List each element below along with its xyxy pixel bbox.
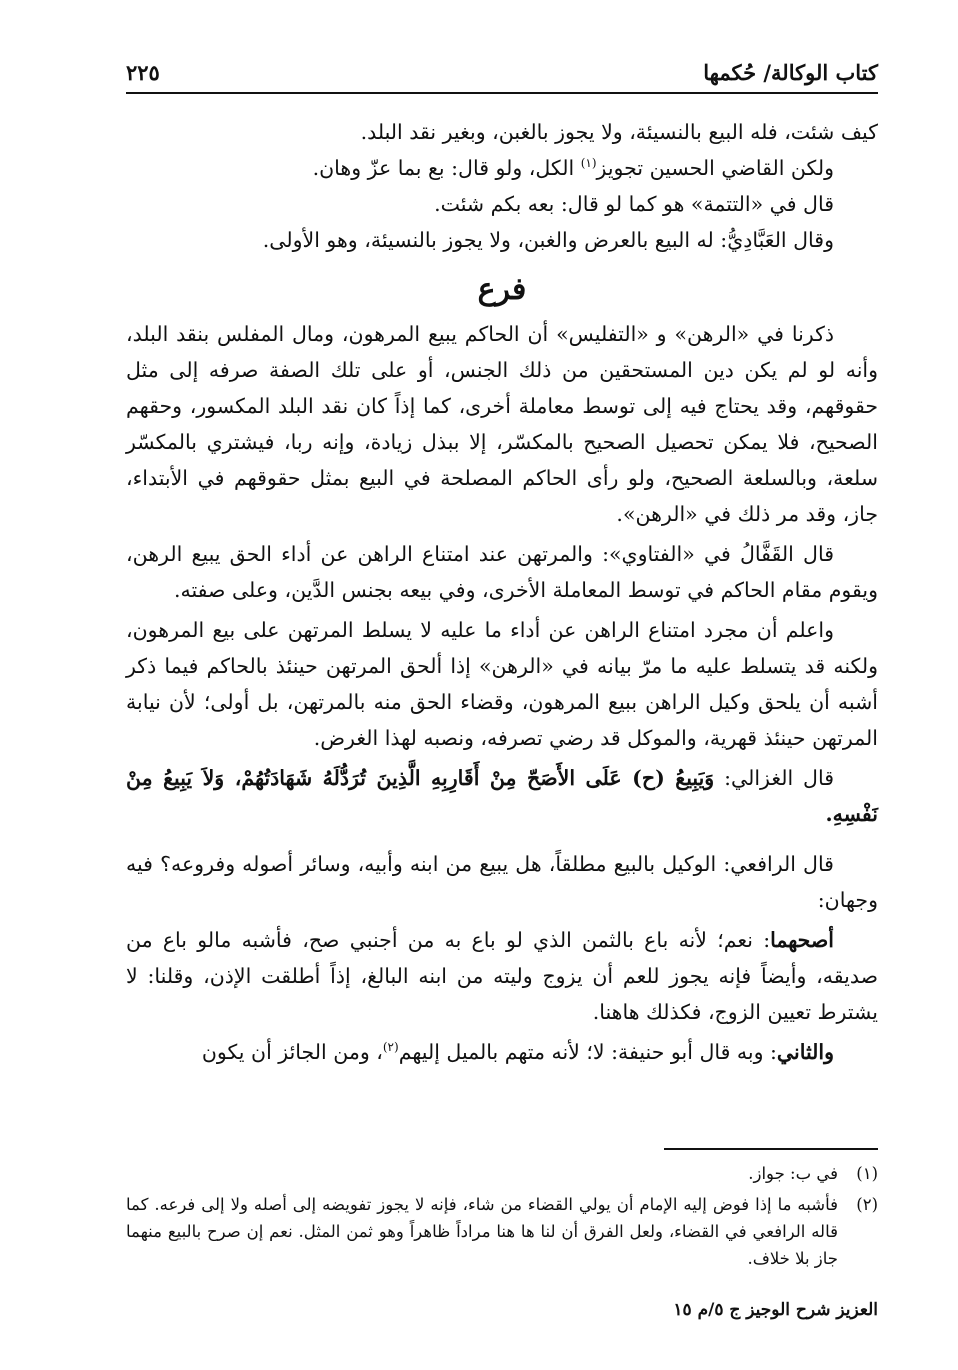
paragraph-7: واعلم أن مجرد امتناع الراهن عن أداء ما عليه لا يسلط المرتهن على بيع المرهون، ولكنه قد يتسلط عليه ما مرّ بيانه في «الرهن» إذا ألحق المرتهن حينئذ بالحاكم فيما ذكر أشبه أن يلحق وكيل الراهن ببيع المرهون، وقضاء الحق منه بالمرتهن، بل أولى؛ لأن نيابة المرتهن حينئذ قهرية، والموكل قد رضي تصرفه، ونصبه لهذا الغرض.	[126, 618, 878, 750]
page-footer-signature: العزيز شرح الوجيز ج ٥/م ١٥	[673, 1300, 878, 1320]
paragraph-10-lead: أصحهما	[770, 928, 834, 952]
running-title: كتاب الوكالة/ حُكمها	[703, 59, 878, 85]
paragraph-2-text-a: ولكن القاضي الحسين تجويز	[596, 156, 834, 180]
footnotes	[126, 1160, 878, 1276]
header-rule	[126, 92, 878, 94]
paragraph-11-text-a: : وبه قال أبو حنيفة: لا؛ لأنه متهم بالميل إليهم	[398, 1040, 777, 1064]
paragraph-2	[126, 150, 878, 186]
footnote-number: (١)	[856, 1164, 878, 1183]
footnote-ref-2: (٢)	[382, 1040, 399, 1055]
footnote-text: في ب: جواز.	[748, 1164, 838, 1183]
paragraph-6: قال القَفَّالُ في «الفتاوي»: والمرتهن عند امتناع الراهن عن أداء الحق يبيع الرهن، ويقوم مقام الحاكم في توسط المعاملة الأخرى، وفي بيعه بجنس الدَّين، وعلى صفته.	[126, 542, 878, 602]
paragraph-11-text-b: ، ومن الجائز أن يكون	[201, 1040, 383, 1064]
footnote-2	[126, 1191, 878, 1272]
page-number: ٢٢٥	[126, 59, 160, 85]
main-text	[126, 114, 878, 1070]
paragraph-4: وقال العَبَّادِيُّ: له البيع بالعرض والغبن، ولا يجوز بالنسيئة، وهو الأولى.	[262, 228, 834, 252]
paragraph-5: ذكرنا في «الرهن» و «التفليس» أن الحاكم يبيع المرهون، ومال المفلس بنقد البلد، وأنه لو لم يكن دين المستحقين من ذلك الجنس، أو على تلك الصفة صرفه إلى مثل حقوقهم، وقد يحتاج فيه إلى توسط معاملة أخرى، كما إذاً كان نقد البلد المكسور، وحقهم الصحيح، فلا يمكن تحصيل الصحيح بالمكسّر، إلا ببذل زيادة، وإنه ربا، فيشتري بالمكسّر سلعة، وبالسلعة الصحيح، ولو رأى الحاكم المصلحة في البيع بمثل حقوقهم في الأبتداء، جاز، وقد مر ذلك في «الرهن».	[126, 322, 878, 526]
ghazali-quote: وَيَبِيعُ (ح) عَلَى الأَصَحّ مِنْ أَقَارِبِهِ الَّذِينَ تُرَدُّلَهُ شَهَادَتُهُمْ، وَلاَ يَبِيعُ مِنْ نَفْسِهِ.	[126, 766, 878, 826]
footnote-ref-1: (١)	[580, 156, 597, 171]
footnote-number: (٢)	[856, 1195, 878, 1214]
page-header	[126, 52, 878, 92]
paragraph-8-prefix: قال الغزالي:	[714, 766, 834, 790]
paragraph-10-text: : نعم؛ لأنه باع بالثمن الذي لو باع به من أجنبي صح، فأشبه مالو باع من صديقه، وأيضاً فإنه يجوز للعم أن يزوج وليته من ابنه البالغ، إذاً أطلقت الإذن، وقلنا: لا يشترط تعيين الزوج، فكذلك هاهنا.	[126, 928, 878, 1024]
paragraph-9: قال الرافعي: الوكيل بالبيع مطلقاً، هل يبيع من ابنه وأبيه، وسائر أصوله وفروعه؟ فيه وجهان:	[126, 852, 878, 912]
paragraph-1: كيف شئت، فله البيع بالنسيئة، ولا يجوز بالغبن، وبغير نقد البلد.	[360, 120, 878, 144]
paragraph-11-lead: والثاني	[776, 1040, 834, 1064]
footnote-rule	[664, 1148, 878, 1150]
section-heading: فرع	[477, 272, 527, 307]
paragraph-8	[126, 760, 878, 832]
paragraph-3: قال في «التتمة» هو كما لو قال: بعه بكم شئت.	[434, 192, 834, 216]
paragraph-10	[126, 922, 878, 1030]
footnote-1	[126, 1160, 878, 1187]
paragraph-11	[126, 1034, 878, 1070]
paragraph-2-text-b: الكل، ولو قال: بع بما عزّ وهان.	[312, 156, 581, 180]
footnote-text: فأشبه ما إذا فوض إليه الإمام أن يولي القضاء من شاء، فإنه لا يجوز تفويضه إلى أصله ولا إلى فرعه. كما قاله الرافعي في القضاء، ولعل الفرق أن لنا ها هنا مراداً ظاهراً وهو ثمن المثل. نعم إن صرح بالبيع منهما جاز بلا خلاف.	[126, 1195, 838, 1268]
